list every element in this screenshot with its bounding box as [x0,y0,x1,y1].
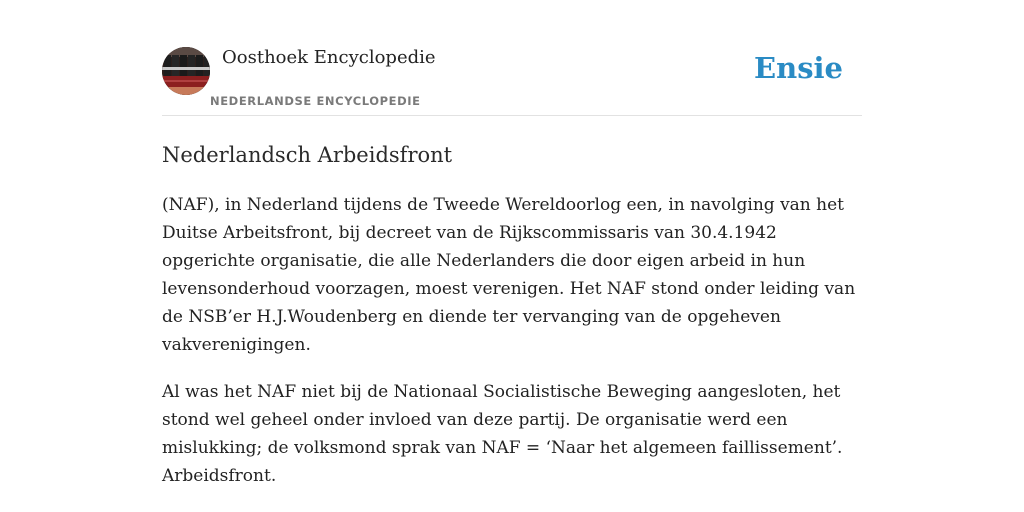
encyclopedia-books-icon[interactable] [162,47,210,95]
source-header [162,40,862,116]
source-title[interactable]: Oosthoek Encyclopedie [222,47,436,68]
source-subtitle: NEDERLANDSE ENCYCLOPEDIE [210,94,421,108]
article-body [162,191,862,490]
article-paragraph: (NAF), in Nederland tijdens de Tweede Wereldoorlog een, in navolging van het Duitse Arbeitsfront, bij decreet van de Rijkscommissaris van 30.4.1942 opgerichte organisatie, die alle Nederlanders die door eigen arbeid in hun levensonderhoud voorzagen, moest verenigen. Het NAF stond onder leiding van de NSB’er H.J.Woudenberg en diende ter vervanging van de opgeheven vakverenigingen. [162,195,856,355]
article-title: Nederlandsch Arbeidsfront [162,143,453,167]
article-paragraph: Al was het NAF niet bij de Nationaal Socialistische Beweging aangesloten, het stond wel geheel onder invloed van deze partij. De organisatie werd een mislukking; de volksmond sprak van NAF = ‘Naar het algemeen faillissement’. Arbeidsfront. [162,382,843,486]
article-card [162,40,862,509]
ensie-logo[interactable]: Ensie [754,51,843,85]
